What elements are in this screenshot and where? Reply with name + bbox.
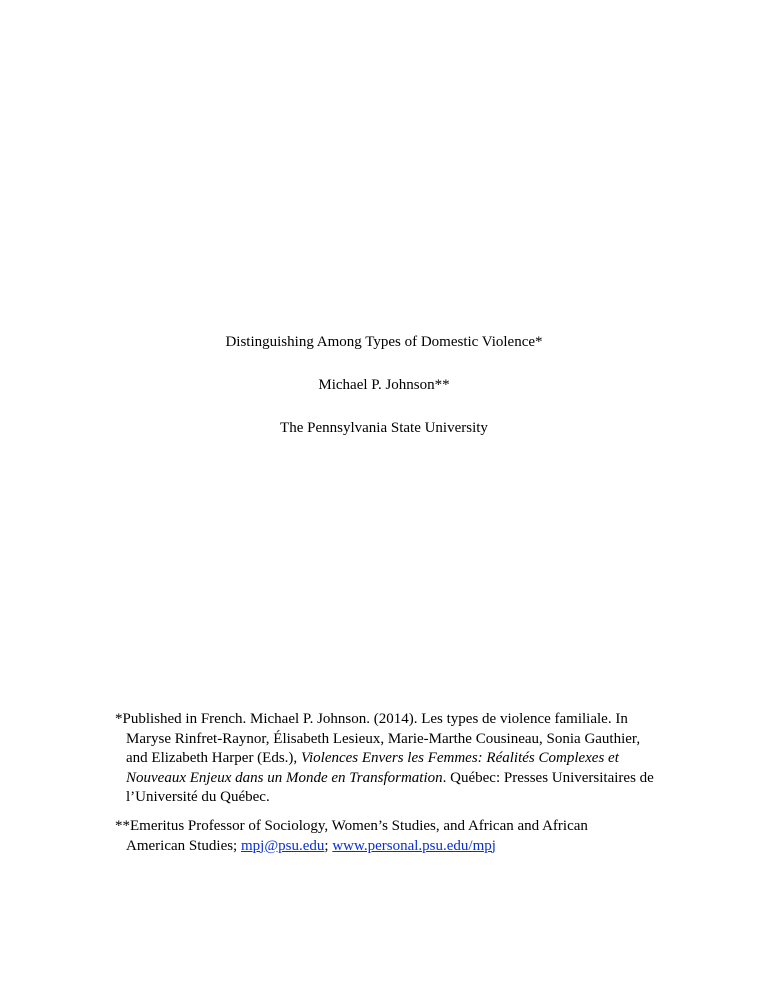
footnote2-line2 [115,837,675,857]
footnote1-line3-text: and Elizabeth Harper (Eds.), [126,750,301,766]
footnote1-line5: l’Université du Québec. [126,789,270,805]
link-separator: ; [324,837,333,854]
footnote1-line1: *Published in French. Michael P. Johnson. (2014). Les types de violence familiale. In [115,711,628,727]
footnote1-line4-text: . Québec: Presses Universitaires de [442,769,654,786]
email-link[interactable]: mpj@psu.edu [240,837,325,854]
website-link[interactable]: www.personal.psu.edu/mpj [332,837,496,854]
footnote1-line4 [115,769,675,789]
footnote1-line3 [115,749,675,769]
author-name: Michael P. Johnson** [318,377,450,393]
book-title-part1: Violences Envers les Femmes: Réalités Complexes et [300,750,619,766]
footnote2-line2-text: American Studies; [126,837,241,854]
document-title: Distinguishing Among Types of Domestic Violence* [225,334,543,350]
book-title-part2: Nouveaux Enjeux dans un Monde en Transformation [126,769,443,786]
footnote2-line1: **Emeritus Professor of Sociology, Women’s Studies, and African and African [115,818,588,834]
footnote1-line2: Maryse Rinfret-Raynor, Élisabeth Lesieux, Marie-Marthe Cousineau, Sonia Gauthier, [126,730,641,747]
author-footnote [115,817,675,856]
publication-footnote [115,710,675,808]
author-affiliation: The Pennsylvania State University [280,420,488,436]
